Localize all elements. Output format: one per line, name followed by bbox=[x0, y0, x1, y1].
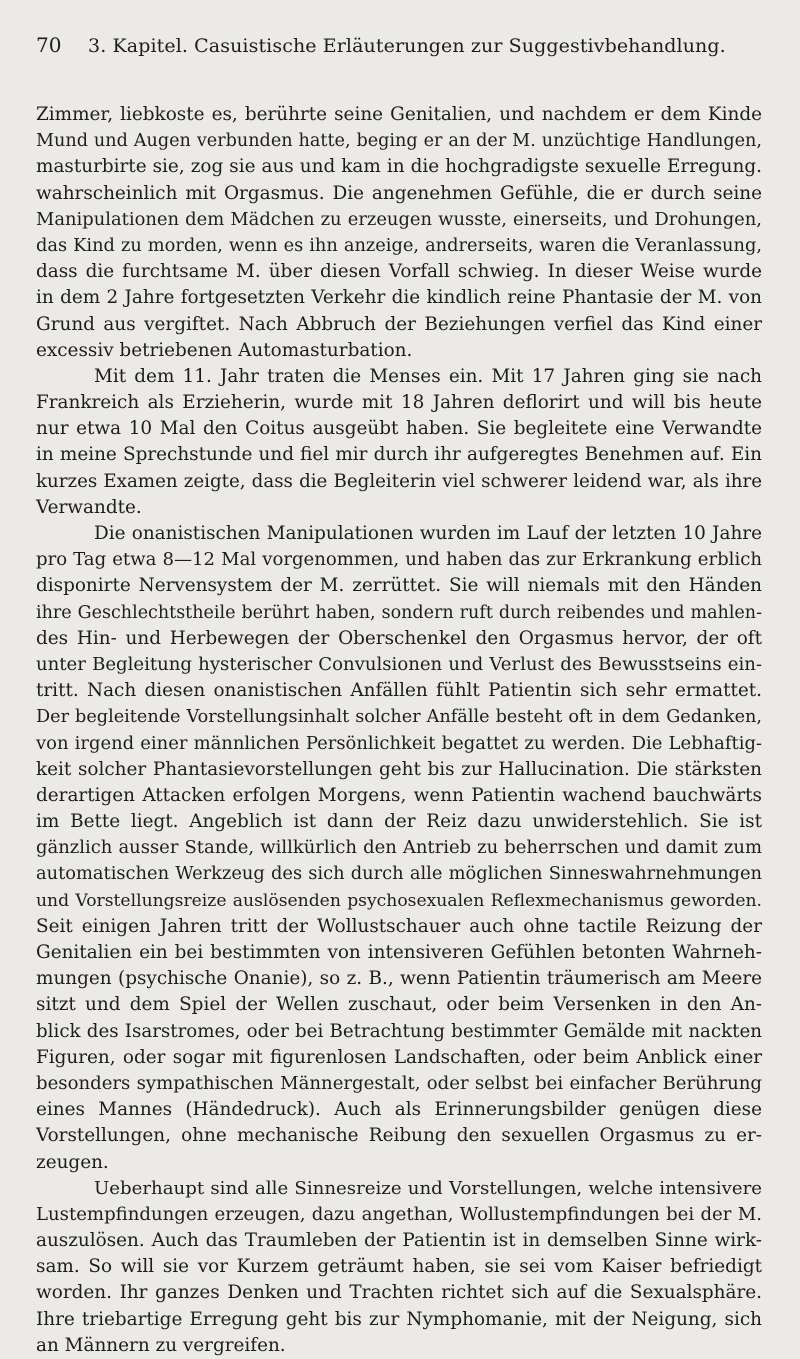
body-text bbox=[36, 102, 762, 1359]
text-line: pro Tag etwa 8—12 Mal vorgenommen, und haben das zur Erkrankung erblich bbox=[36, 549, 762, 571]
text-line: Vorstellungen, ohne mechanische Reibung den sexuellen Orgasmus zu er- bbox=[36, 1125, 762, 1147]
text-line: zeugen. bbox=[36, 1151, 109, 1173]
text-line: und Vorstellungsreize auslösenden psychosexualen Reflexmechanismus geworden. bbox=[36, 890, 762, 911]
text-line: Mund und Augen verbunden hatte, beging er an der M. unzüchtige Handlungen, bbox=[36, 131, 762, 152]
text-line: in dem 2 Jahre fortgesetzten Verkehr die kindlich reine Phantasie der M. von bbox=[36, 287, 762, 309]
text-line: sitzt und dem Spiel der Wellen zuschaut, oder beim Versenken in den An- bbox=[36, 994, 762, 1016]
text-line: Mit dem 11. Jahr traten die Menses ein. Mit 17 Jahren ging sie nach bbox=[94, 365, 762, 387]
text-line: keit solcher Phantasievorstellungen geht bis zur Hallucination. Die stärksten bbox=[36, 758, 762, 780]
page-number: 70 bbox=[36, 33, 62, 57]
paragraph bbox=[36, 364, 762, 521]
running-head bbox=[36, 30, 762, 60]
text-line: Ihre triebartige Erregung geht bis zur Nymphomanie, mit der Neigung, sich bbox=[36, 1308, 762, 1330]
text-line: Lustempfindungen erzeugen, dazu angethan, Wollustempfindungen bei der M. bbox=[36, 1203, 762, 1225]
text-line: unter Begleitung hysterischer Convulsionen und Verlust des Bewusstseins ein- bbox=[36, 653, 762, 675]
text-line: worden. Ihr ganzes Denken und Trachten richtet sich auf die Sexualsphäre. bbox=[36, 1282, 762, 1304]
text-line: im Bette liegt. Angeblich ist dann der Reiz dazu unwiderstehlich. Sie ist bbox=[36, 811, 762, 833]
text-line: masturbirte sie, zog sie aus und kam in die hochgradigste sexuelle Erregung. bbox=[36, 156, 762, 178]
text-line: disponirte Nervensystem der M. zerrüttet. Sie will niemals mit den Händen bbox=[36, 575, 762, 597]
text-line: das Kind zu morden, wenn es ihn anzeige, andrerseits, waren die Veranlassung, bbox=[36, 234, 762, 256]
text-line: an Männern zu vergreifen. bbox=[36, 1334, 286, 1356]
chapter-title: 3. Kapitel. Casuistische Erläuterungen zur Suggestivbehandlung. bbox=[88, 35, 726, 57]
text-line: derartigen Attacken erfolgen Morgens, wenn Patientin wachend bauchwärts bbox=[36, 784, 762, 806]
text-line: Grund aus vergiftet. Nach Abbruch der Beziehungen verfiel das Kind einer bbox=[36, 313, 762, 335]
text-line: automatischen Werkzeug des sich durch alle möglichen Sinneswahrnehmungen bbox=[36, 863, 762, 885]
text-line: Zimmer, liebkoste es, berührte seine Genitalien, und nachdem er dem Kinde bbox=[36, 104, 762, 125]
text-line: auszulösen. Auch das Traumleben der Patientin ist in demselben Sinne wirk- bbox=[36, 1230, 762, 1252]
text-line: Genitalien ein bei bestimmten von intensiveren Gefühlen betonten Wahrneh- bbox=[36, 942, 762, 963]
text-line: nur etwa 10 Mal den Coitus ausgeübt haben. Sie begleitete eine Verwandte bbox=[36, 418, 762, 440]
text-line: Der begleitende Vorstellungsinhalt solcher Anfälle besteht oft in dem Gedanken, bbox=[36, 707, 762, 728]
text-line: Die onanistischen Manipulationen wurden im Lauf der letzten 10 Jahre bbox=[94, 523, 762, 544]
text-line: des Hin- und Herbewegen der Oberschenkel den Orgasmus hervor, der oft bbox=[36, 627, 762, 649]
text-line: wahrscheinlich mit Orgasmus. Die angenehmen Gefühle, die er durch seine bbox=[36, 182, 762, 204]
text-line: Manipulationen dem Mädchen zu erzeugen wusste, einerseits, und Drohungen, bbox=[36, 208, 762, 230]
text-line: excessiv betriebenen Automasturbation. bbox=[36, 339, 413, 361]
paragraph bbox=[36, 521, 762, 1176]
paragraph bbox=[36, 1176, 762, 1359]
text-line: blick des Isarstromes, oder bei Betrachtung bestimmter Gemälde mit nackten bbox=[36, 1020, 762, 1042]
text-line: ihre Geschlechtstheile berührt haben, sondern ruft durch reibendes und mahlen- bbox=[36, 602, 762, 623]
text-line: Ueberhaupt sind alle Sinnesreize und Vorstellungen, welche intensivere bbox=[94, 1177, 762, 1199]
text-line: Seit einigen Jahren tritt der Wollustschauer auch ohne tactile Reizung der bbox=[36, 915, 762, 937]
paragraph bbox=[36, 102, 762, 364]
text-line: mungen (psychische Onanie), so z. B., wenn Patientin träumerisch am Meere bbox=[36, 968, 762, 990]
text-line: dass die furchtsame M. über diesen Vorfall schwieg. In dieser Weise wurde bbox=[36, 261, 762, 283]
text-line: Verwandte. bbox=[36, 496, 142, 518]
text-line: tritt. Nach diesen onanistischen Anfällen fühlt Patientin sich sehr ermattet. bbox=[36, 680, 762, 702]
text-line: in meine Sprechstunde und fiel mir durch ihr aufgeregtes Benehmen auf. Ein bbox=[36, 444, 762, 466]
text-line: von irgend einer männlichen Persönlichkeit begattet zu werden. Die Lebhaftig- bbox=[36, 732, 762, 754]
text-line: eines Mannes (Händedruck). Auch als Erinnerungsbilder genügen diese bbox=[36, 1099, 762, 1121]
text-line: Figuren, oder sogar mit figurenlosen Landschaften, oder beim Anblick einer bbox=[36, 1046, 762, 1068]
text-line: besonders sympathischen Männergestalt, oder selbst bei einfacher Berührung bbox=[36, 1072, 762, 1094]
text-line: sam. So will sie vor Kurzem geträumt haben, sie sei vom Kaiser befriedigt bbox=[36, 1256, 762, 1278]
text-line: kurzes Examen zeigte, dass die Begleiterin viel schwerer leidend war, als ihre bbox=[36, 470, 762, 492]
text-line: gänzlich ausser Stande, willkürlich den Antrieb zu beherrschen und damit zum bbox=[36, 837, 762, 859]
text-line: Frankreich als Erzieherin, wurde mit 18 Jahren deflorirt und will bis heute bbox=[36, 392, 762, 414]
